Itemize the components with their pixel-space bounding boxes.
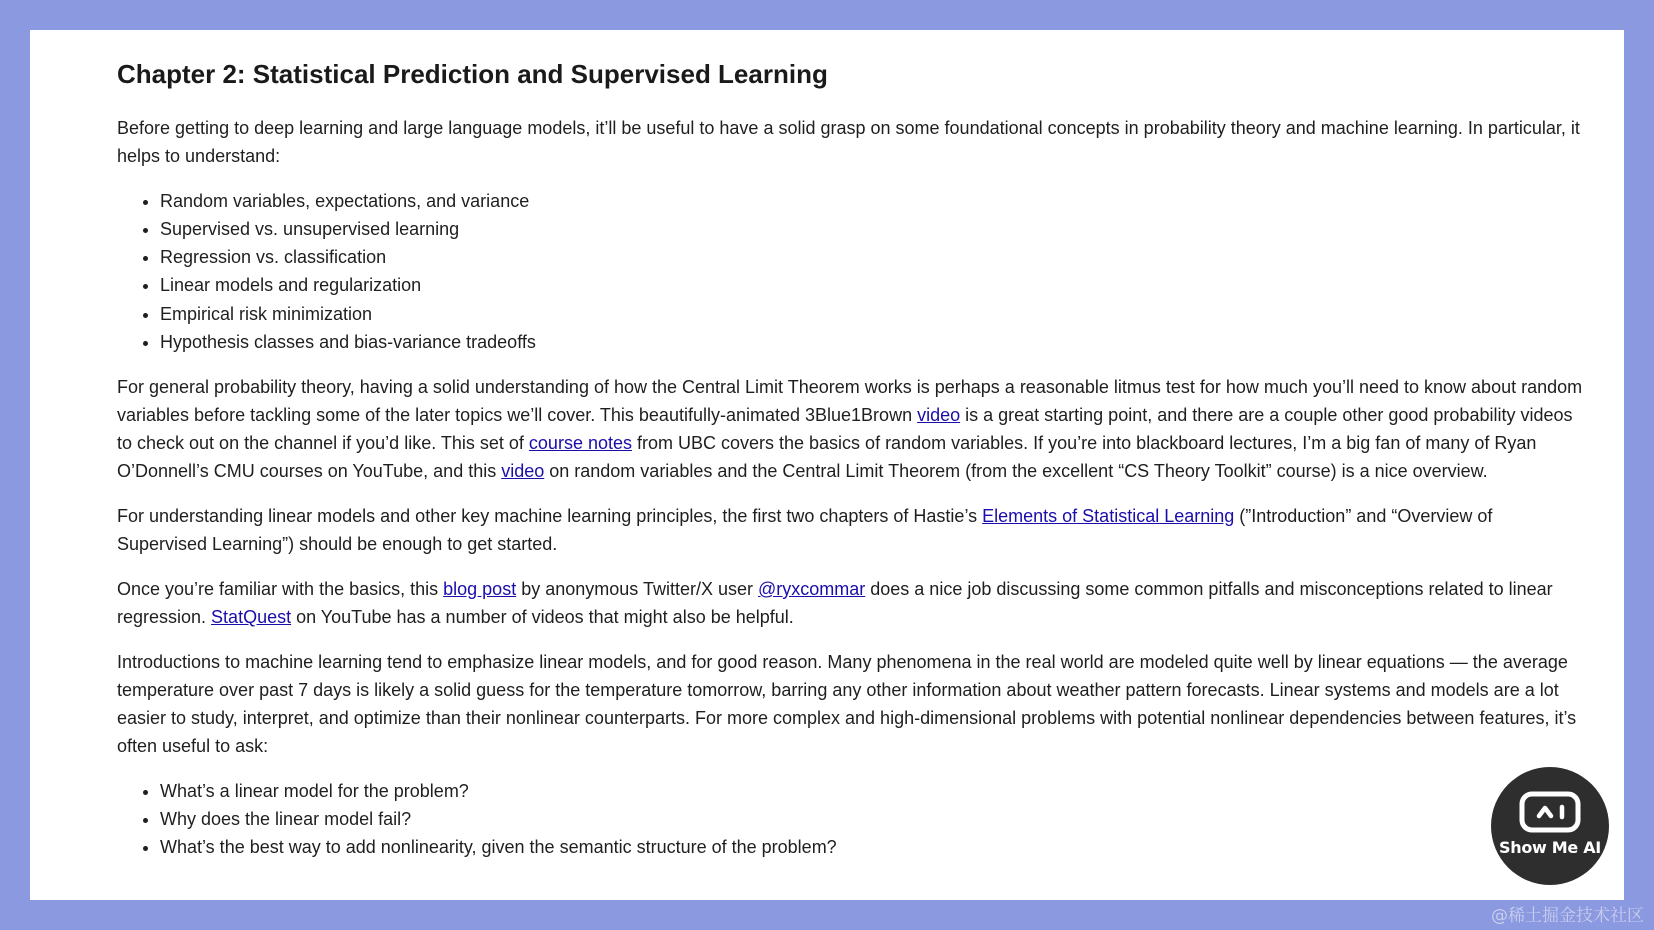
text-segment: (”Introduction” and “Overview of Supervised Learning”) should be enough to get started.: [117, 506, 1493, 555]
text-segment: For understanding linear models and other key machine learning principles, the first two chapters of Hastie’s: [117, 506, 983, 527]
text-segment: from UBC covers the basics of random variables. If you’re into blackboard lectures, I’m a big fan of many of Ryan O’Donnell’s CMU courses on YouTube, and this: [117, 433, 1537, 482]
text-segment: does a nice job discussing some common pitfalls and misconceptions related to linear regression.: [117, 579, 1553, 628]
intro-ml-paragraph: Introductions to machine learning tend to emphasize linear models, and for good reason. Many phenomena in the real world are modeled quite well by linear equations — the average temperature over past 7 days is likely a solid guess for the temperature tomorrow, barring any other information about weather pattern forecasts. Linear systems and models are a lot easier to study, interpret, and optimize than their nonlinear counterparts. For more complex and high-dimensional problems with potential nonlinear dependencies between features, it’s often useful to ask:: [117, 652, 1577, 757]
show-me-ai-badge: [1491, 767, 1609, 885]
list-item: • Why does the linear model fail?: [160, 805, 1584, 833]
3blue1brown-video-link[interactable]: video: [917, 405, 961, 426]
text-segment: is a great starting point, and there are a couple other good probability videos to check out on the channel if you’d like. This set of: [117, 405, 1573, 454]
chapter-title: Chapter 2: Statistical Prediction and Supervised Learning: [117, 59, 828, 89]
basics-paragraph: [117, 575, 1584, 631]
course-notes-link[interactable]: course notes: [528, 433, 632, 454]
list-item: • Empirical risk minimization: [160, 300, 1584, 328]
text-segment: by anonymous Twitter/X user: [516, 579, 758, 600]
list-item: • What’s a linear model for the problem?: [160, 777, 1584, 805]
list-item: • Linear models and regularization: [160, 271, 1584, 299]
list-item: • Regression vs. classification: [160, 243, 1584, 271]
intro-paragraph: Before getting to deep learning and large language models, it’ll be useful to have a solid grasp on some foundational concepts in probability theory and machine learning. In particular, it helps to understand:: [117, 117, 1580, 166]
blog-post-link[interactable]: blog post: [443, 579, 517, 600]
probability-paragraph: [117, 373, 1584, 485]
statquest-link[interactable]: StatQuest: [211, 607, 292, 628]
badge-label: Show Me AI: [1499, 838, 1601, 857]
list-item: • Hypothesis classes and bias-variance tradeoffs: [160, 328, 1584, 356]
questions-list: [117, 777, 1584, 862]
concepts-list: [117, 187, 1584, 356]
text-segment: on YouTube has a number of videos that might also be helpful.: [291, 607, 794, 628]
document-page: [30, 30, 1624, 900]
list-item: • What’s the best way to add nonlinearity, given the semantic structure of the problem?: [160, 833, 1584, 861]
list-item: • Random variables, expectations, and variance: [160, 187, 1584, 215]
linear-models-paragraph: [117, 502, 1584, 558]
list-item: • Supervised vs. unsupervised learning: [160, 215, 1584, 243]
watermark-text: @稀土掘金技术社区: [1491, 906, 1644, 926]
text-segment: Once you’re familiar with the basics, this: [117, 579, 444, 600]
text-segment: on random variables and the Central Limit Theorem (from the excellent “CS Theory Toolkit” course) is a nice overview.: [544, 461, 1488, 482]
clt-video-link[interactable]: video: [501, 461, 545, 482]
ryxcommar-user-link[interactable]: @ryxcommar: [757, 579, 866, 600]
robot-face-icon: [1518, 789, 1582, 835]
esl-book-link[interactable]: Elements of Statistical Learning: [982, 506, 1235, 527]
text-segment: For general probability theory, having a solid understanding of how the Central Limit Theorem works is perhaps a reasonable litmus test for how much you’ll need to know about random variables before tackling some of the later topics we’ll cover. This beautifully-animated 3Blue1Brown: [117, 377, 1583, 426]
